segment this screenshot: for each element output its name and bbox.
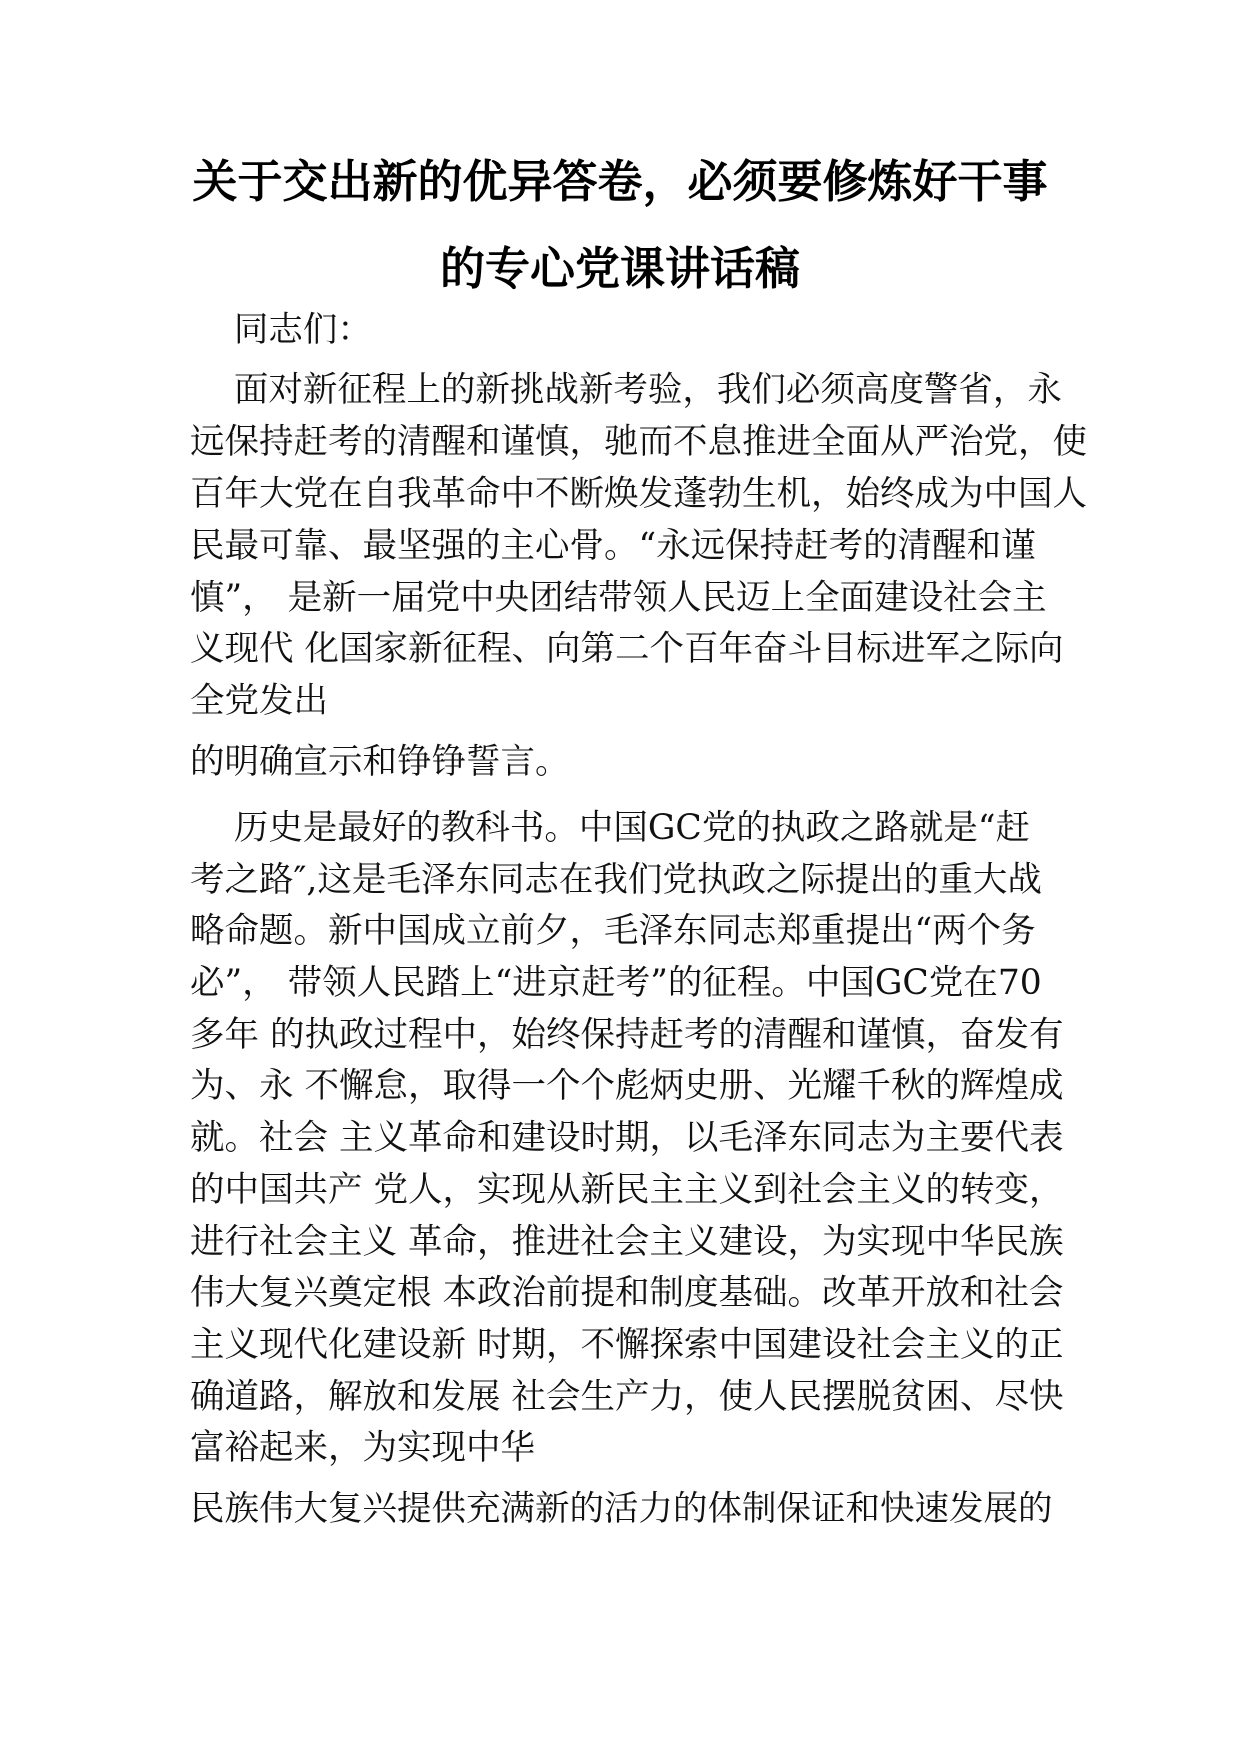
body-line: 义现代 化国家新征程、向第二个百年奋斗目标进军之际向	[190, 629, 1064, 669]
salutation: 同志们：	[190, 310, 372, 350]
body-line: 略命题。新中国成立前夕，毛泽东同志郑重提出“两个务	[190, 911, 1036, 951]
body-line: 百年大党在自我革命中不断焕发蓬勃生机，始终成为中国人	[190, 474, 1087, 514]
body-line: 慎”， 是新一届党中央团结带领人民迈上全面建设社会主	[190, 578, 1047, 618]
body-line: 伟大复兴奠定根 本政治前提和制度基础。改革开放和社会	[190, 1273, 1064, 1313]
body-line: 民族伟大复兴提供充满新的活力的体制保证和快速发展的	[190, 1489, 1053, 1529]
body-line: 必”， 带领人民踏上“进京赶考”的征程。中国GC党在70	[190, 963, 1042, 1003]
body-line: 多年 的执政过程中，始终保持赶考的清醒和谨慎，奋发有	[190, 1015, 1064, 1055]
body-line: 富裕起来，为实现中华	[190, 1428, 535, 1468]
body-line: 就。社会 主义革命和建设时期，以毛泽东同志为主要代表	[190, 1118, 1064, 1158]
body-line: 远保持赶考的清醒和谨慎，驰而不息推进全面从严治党，使	[190, 422, 1087, 462]
body-line: 面对新征程上的新挑战新考验，我们必须高度警省，永	[190, 370, 1062, 410]
body-line: 进行社会主义 革命，推进社会主义建设，为实现中华民族	[190, 1222, 1064, 1262]
body-line: 确道路，解放和发展 社会生产力，使人民摆脱贫困、尽快	[190, 1377, 1064, 1417]
body-line: 考之路″,这是毛泽东同志在我们党执政之际提出的重大战	[190, 860, 1042, 900]
document-title-line-2: 的专心党课讲话稿	[439, 242, 800, 295]
body-line: 主义现代化建设新 时期，不懈探索中国建设社会主义的正	[190, 1325, 1064, 1365]
body-line: 的中国共产 党人，实现从新民主主义到社会主义的转变，	[190, 1170, 1064, 1210]
body-line: 的明确宣示和铮铮誓言。	[190, 742, 570, 782]
body-line: 全党发出	[190, 681, 328, 721]
document-title-line-1: 关于交出新的优异答卷，必须要修炼好干事	[192, 155, 1048, 208]
body-line: 为、永 不懈怠，取得一个个彪炳史册、光耀千秋的辉煌成	[190, 1066, 1064, 1106]
body-line: 历史是最好的教科书。中国GC党的执政之路就是“赶	[190, 808, 1030, 848]
body-line: 民最可靠、最坚强的主心骨。“永远保持赶考的清醒和谨	[190, 526, 1036, 566]
